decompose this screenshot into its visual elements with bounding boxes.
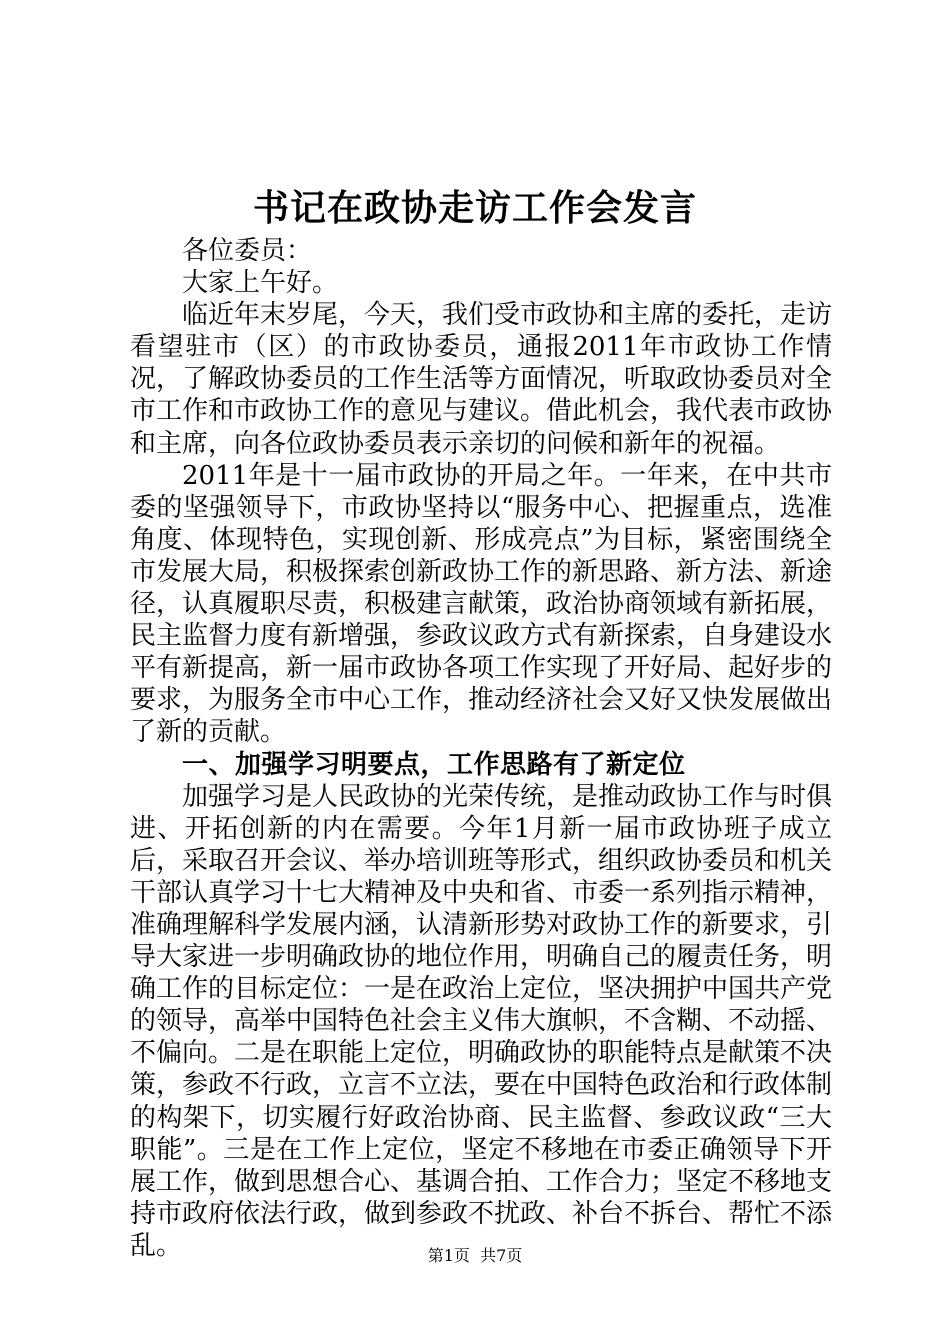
- body-paragraph: 临近年末岁尾，今天，我们受市政协和主席的委托，走访看望驻市（区）的市政协委员，通报2011年市政协工作情况，了解政协委员的工作生活等方面情况，听取政协委员对全市工作和市政协工作的意见与建议。借此机会，我代表市政协和主席，向各位政协委员表示亲切的问候和新年的祝福。: [130, 300, 833, 459]
- document-body: [130, 235, 832, 1262]
- page-footer: 第1页 共7页: [427, 1246, 523, 1265]
- greeting: 大家上午好。: [182, 268, 339, 299]
- document-title: 书记在政协走访工作会发言: [252, 187, 697, 229]
- body-paragraph: 加强学习是人民政协的光荣传统，是推动政协工作与时俱进、开拓创新的内在需要。今年1月新一届市政协班子成立后，采取召开会议、举办培训班等形式，组织政协委员和机关干部认真学习十七大精神及中央和省、市委一系列指示精神，准确理解科学发展内涵，认清新形势对政协工作的新要求，引导大家进一步明确政协的地位作用，明确自己的履责任务，明确工作的目标定位：一是在政治上定位，坚决拥护中国共产党的领导，高举中国特色社会主义伟大旗帜，不含糊、不动摇、不偏向。二是在职能上定位，明确政协的职能特点是献策不决策，参政不行政，立言不立法，要在中国特色政治和行政体制的构架下，切实履行好政治协商、民主监督、参政议政“三大职能”。三是在工作上定位，坚定不移地在市委正确领导下开展工作，做到思想合心、基调合拍、工作合力；坚定不移地支持市政府依法行政，做到参政不扰政、补台不拆台、帮忙不添乱。: [130, 781, 833, 1261]
- section-heading: 一、加强学习明要点，工作思路有了新定位: [182, 749, 686, 780]
- body-paragraph: 2011年是十一届市政协的开局之年。一年来，在中共市委的坚强领导下，市政协坚持以“服务中心、把握重点，选准角度、体现特色，实现创新、形成亮点”为目标，紧密围绕全市发展大局，积极探索创新政协工作的新思路、新方法、新途径，认真履职尽责，积极建言献策，政治协商领域有新拓展，民主监督力度有新增强，参政议政方式有新探索，自身建设水平有新提高，新一届市政协各项工作实现了开好局、起好步的要求，为服务全市中心工作，推动经济社会又好又快发展做出了新的贡献。: [130, 460, 833, 748]
- salutation: 各位委员：: [182, 236, 313, 266]
